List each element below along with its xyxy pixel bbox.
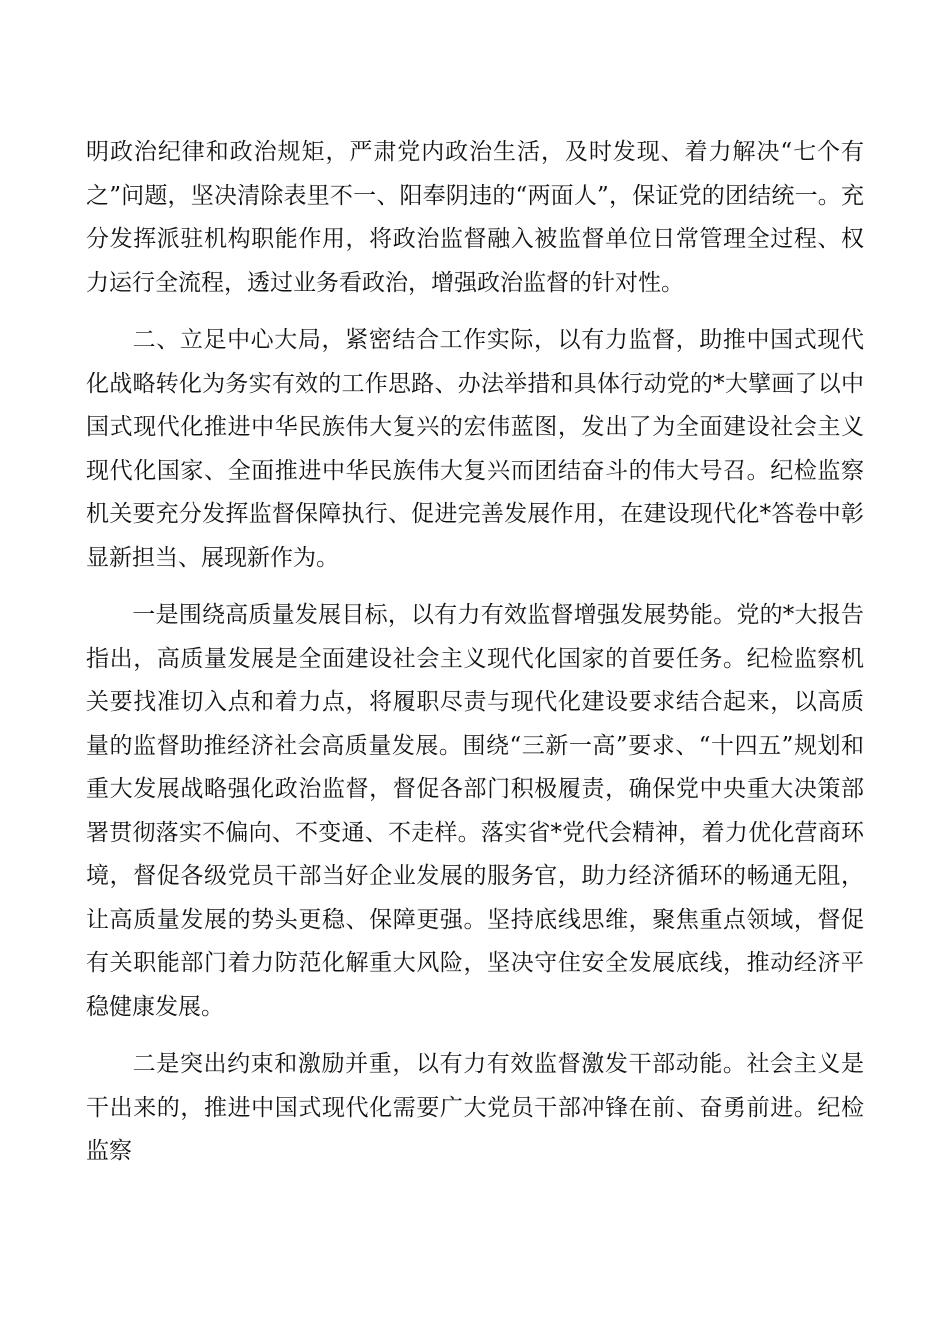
document-body <box>86 131 864 1174</box>
paragraph-3-text: 一是围绕高质量发展目标，以有力有效监督增强发展势能。党的*大报告指出，高质量发展是全面建设社会主义现代化国家的首要任务。纪检监察机关要找准切入点和着力点，将履职尽责与现代化建设要求结合起来，以高质量的监督助推经济社会高质量发展。围绕“三新一高”要求、“十四五”规划和重大发展战略强化政治监督，督促各部门积极履责，确保党中央重大决策部署贯彻落实不偏向、不变通、不走样。落实省*党代会精神，着力优化营商环境，督促各级党员干部当好企业发展的服务官，助力经济循环的畅通无阻，让高质量发展的势头更稳、保障更强。坚持底线思维，聚焦重点领域，督促有关职能部门着力防范化解重大风险，坚决守住安全发展底线，推动经济平稳健康发展。 <box>86 602 864 1020</box>
paragraph-1-text: 明政治纪律和政治规矩，严肃党内政治生活，及时发现、着力解决“七个有之”问题，坚决清除表里不一、阳奉阴违的“两面人”，保证党的团结统一。充分发挥派驻机构职能作用，将政治监督融入被监督单位日常管理全过程、权力运行全流程，透过业务看政治，增强政治监督的针对性。 <box>86 139 864 296</box>
paragraph-4 <box>86 1043 864 1174</box>
paragraph-1 <box>86 131 864 305</box>
paragraph-2 <box>86 319 864 580</box>
paragraph-4-text: 二是突出约束和激励并重，以有力有效监督激发干部动能。社会主义是干出来的，推进中国式现代化需要广大党员干部冲锋在前、奋勇前进。纪检监察 <box>86 1051 864 1164</box>
paragraph-2-text: 二、立足中心大局，紧密结合工作实际，以有力监督，助推中国式现代化战略转化为务实有效的工作思路、办法举措和具体行动党的*大擘画了以中国式现代化推进中华民族伟大复兴的宏伟蓝图，发出了为全面建设社会主义现代化国家、全面推进中华民族伟大复兴而团结奋斗的伟大号召。纪检监察机关要充分发挥监督保障执行、促进完善发展作用，在建设现代化*答卷中彰显新担当、展现新作为。 <box>86 327 864 571</box>
paragraph-3 <box>86 594 864 1029</box>
